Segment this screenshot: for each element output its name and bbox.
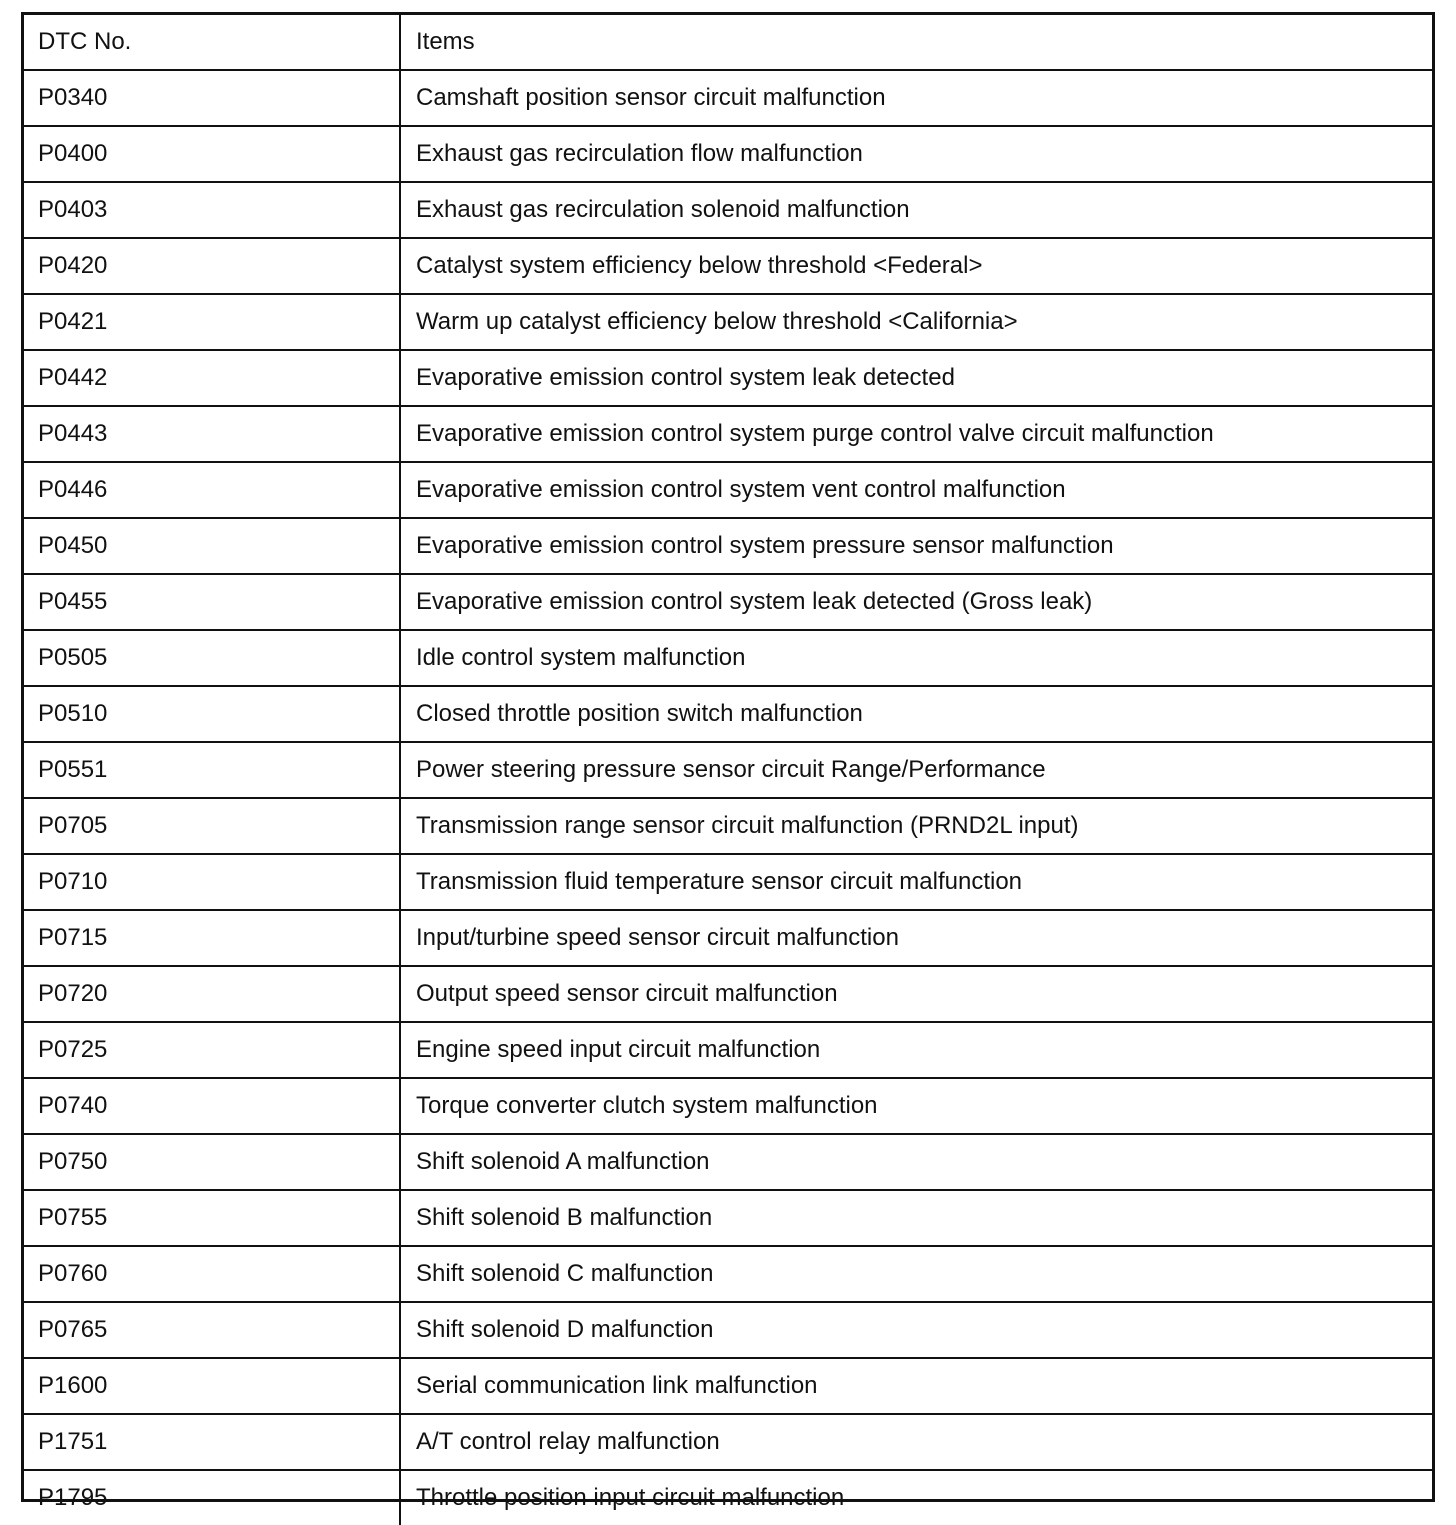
dtc-no-header: DTC No. — [24, 15, 400, 70]
dtc-item: Evaporative emission control system leak detected — [400, 350, 1432, 406]
dtc-item: Evaporative emission control system vent control malfunction — [400, 462, 1432, 518]
table-row — [24, 1078, 1432, 1134]
dtc-code: P0710 — [24, 854, 400, 910]
dtc-item: Catalyst system efficiency below threshold <Federal> — [400, 238, 1432, 294]
table-row — [24, 574, 1432, 630]
dtc-item: Engine speed input circuit malfunction — [400, 1022, 1432, 1078]
table-row — [24, 1190, 1432, 1246]
dtc-item: Evaporative emission control system pressure sensor malfunction — [400, 518, 1432, 574]
dtc-code: P0340 — [24, 70, 400, 126]
dtc-code: P0715 — [24, 910, 400, 966]
dtc-item: Power steering pressure sensor circuit Range/Performance — [400, 742, 1432, 798]
dtc-code: P0725 — [24, 1022, 400, 1078]
table-row — [24, 1134, 1432, 1190]
table-row — [24, 854, 1432, 910]
dtc-item: Shift solenoid B malfunction — [400, 1190, 1432, 1246]
dtc-item: Torque converter clutch system malfunction — [400, 1078, 1432, 1134]
dtc-item: Shift solenoid D malfunction — [400, 1302, 1432, 1358]
dtc-code: P0443 — [24, 406, 400, 462]
dtc-item: Output speed sensor circuit malfunction — [400, 966, 1432, 1022]
dtc-code: P0403 — [24, 182, 400, 238]
dtc-code: P1600 — [24, 1358, 400, 1414]
dtc-code: P0455 — [24, 574, 400, 630]
dtc-item: Idle control system malfunction — [400, 630, 1432, 686]
table-row — [24, 742, 1432, 798]
dtc-item: Closed throttle position switch malfunction — [400, 686, 1432, 742]
table-row — [24, 910, 1432, 966]
table-body — [24, 70, 1432, 1525]
dtc-code: P1751 — [24, 1414, 400, 1470]
dtc-code: P0450 — [24, 518, 400, 574]
dtc-code: P0551 — [24, 742, 400, 798]
dtc-item: Evaporative emission control system purge control valve circuit malfunction — [400, 406, 1432, 462]
dtc-item: Transmission range sensor circuit malfunction (PRND2L input) — [400, 798, 1432, 854]
dtc-item: A/T control relay malfunction — [400, 1414, 1432, 1470]
dtc-code: P0720 — [24, 966, 400, 1022]
table-row — [24, 1414, 1432, 1470]
dtc-item: Exhaust gas recirculation solenoid malfunction — [400, 182, 1432, 238]
dtc-item: Exhaust gas recirculation flow malfunction — [400, 126, 1432, 182]
table-row — [24, 350, 1432, 406]
table-header-row — [24, 15, 1432, 70]
dtc-code: P0420 — [24, 238, 400, 294]
dtc-code: P0442 — [24, 350, 400, 406]
table-row — [24, 238, 1432, 294]
dtc-table-frame — [21, 12, 1435, 1511]
table-row — [24, 70, 1432, 126]
table-row — [24, 966, 1432, 1022]
table-row — [24, 1022, 1432, 1078]
dtc-code: P0400 — [24, 126, 400, 182]
dtc-item: Serial communication link malfunction — [400, 1358, 1432, 1414]
dtc-code: P1795 — [24, 1470, 400, 1525]
dtc-code: P0760 — [24, 1246, 400, 1302]
table-row — [24, 686, 1432, 742]
dtc-code: P0765 — [24, 1302, 400, 1358]
dtc-code: P0750 — [24, 1134, 400, 1190]
table-row — [24, 126, 1432, 182]
table-row — [24, 182, 1432, 238]
table-row — [24, 1358, 1432, 1414]
dtc-item: Throttle position input circuit malfunction — [400, 1470, 1432, 1525]
table-row — [24, 406, 1432, 462]
table-row — [24, 294, 1432, 350]
dtc-item: Evaporative emission control system leak detected (Gross leak) — [400, 574, 1432, 630]
dtc-item: Camshaft position sensor circuit malfunction — [400, 70, 1432, 126]
table-row — [24, 518, 1432, 574]
dtc-code: P0755 — [24, 1190, 400, 1246]
dtc-code: P0705 — [24, 798, 400, 854]
dtc-code: P0510 — [24, 686, 400, 742]
dtc-item: Input/turbine speed sensor circuit malfunction — [400, 910, 1432, 966]
dtc-item: Warm up catalyst efficiency below threshold <California> — [400, 294, 1432, 350]
dtc-code: P0740 — [24, 1078, 400, 1134]
table-row — [24, 462, 1432, 518]
table-row — [24, 1470, 1432, 1525]
dtc-code: P0446 — [24, 462, 400, 518]
dtc-code: P0421 — [24, 294, 400, 350]
dtc-item: Transmission fluid temperature sensor circuit malfunction — [400, 854, 1432, 910]
dtc-item: Shift solenoid C malfunction — [400, 1246, 1432, 1302]
items-header: Items — [400, 15, 1432, 70]
table-row — [24, 1246, 1432, 1302]
dtc-table — [24, 15, 1432, 1525]
dtc-item: Shift solenoid A malfunction — [400, 1134, 1432, 1190]
table-row — [24, 798, 1432, 854]
dtc-code: P0505 — [24, 630, 400, 686]
table-row — [24, 630, 1432, 686]
table-row — [24, 1302, 1432, 1358]
